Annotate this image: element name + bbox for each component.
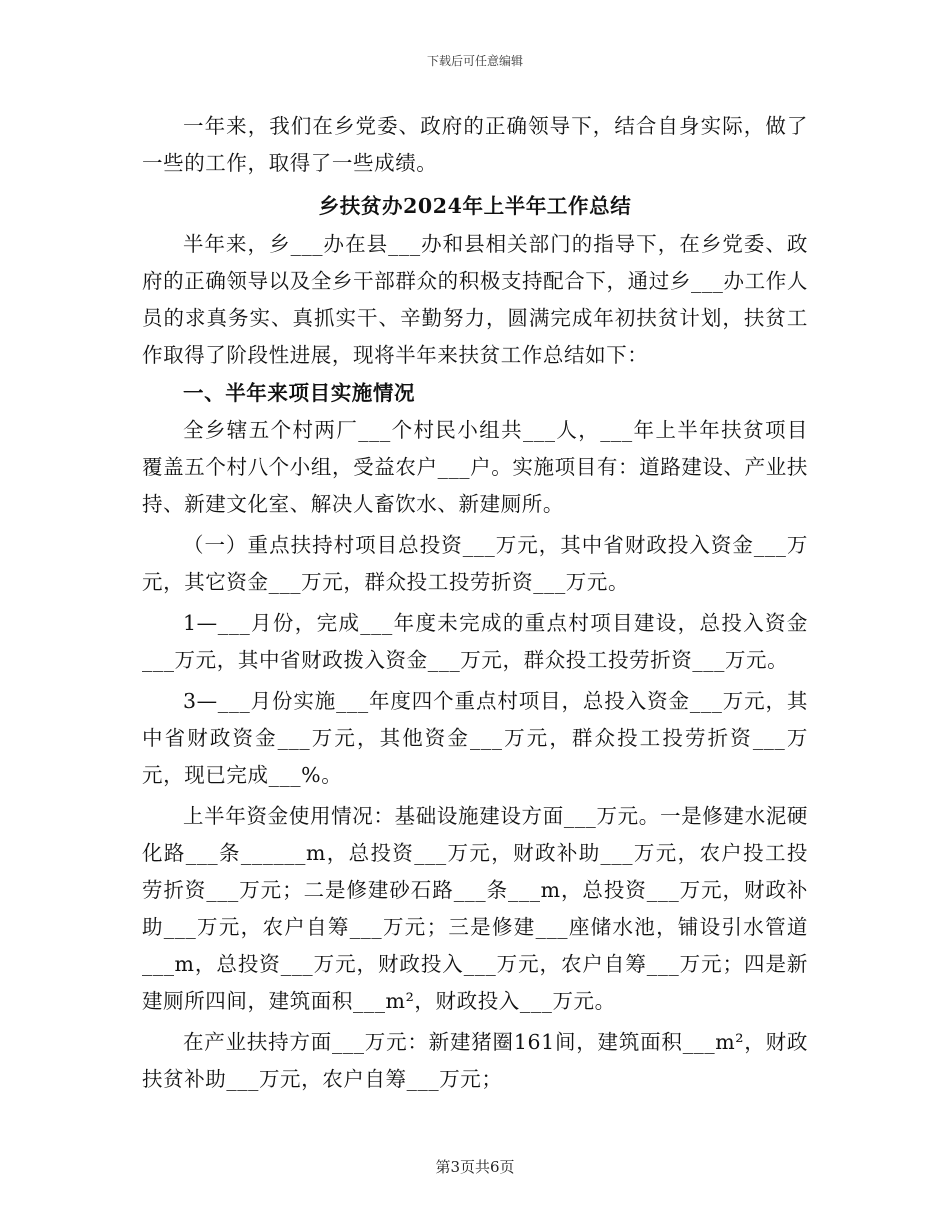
intro-paragraph: 一年来，我们在乡党委、政府的正确领导下，结合自身实际，做了一些的工作，取得了一些成绩。 xyxy=(142,114,808,175)
section-paragraph-key-villages: （一）重点扶持村项目总投资___万元，其中省财政投入资金___万元，其它资金___万元，群众投工投劳折资___万元。 xyxy=(142,533,808,594)
section-paragraph-mar-period: 3—___月份实施___年度四个重点村项目，总投入资金___万元，其中省财政资金___万元，其他资金___万元，群众投工投劳折资___万元，现已完成___%。 xyxy=(142,689,808,787)
page-number: 第3页共6页 xyxy=(435,1158,515,1176)
body-paragraph-summary: 半年来，乡___办在县___办和县相关部门的指导下，在乡党委、政府的正确领导以及全乡干部群众的积极支持配合下，通过乡___办工作人员的求真务实、真抓实干、辛勤努力，圆满完成年初扶贫计划，扶贫工作取得了阶段性进展，现将半年来扶贫工作总结如下： xyxy=(142,232,808,367)
section-paragraph-industry-support: 在产业扶持方面___万元：新建猪圈161间，建筑面积___m²，财政扶贫补助___万元，农户自筹___万元； xyxy=(142,1030,808,1091)
section-paragraph-fund-usage: 上半年资金使用情况：基础设施建设方面___万元。一是修建水泥硬化路___条______m，总投资___万元，财政补助___万元，农户投工投劳折资___万元；二是修建砂石路___条___m，总投资___万元，财政补助___万元，农户自筹___万元；三是修建___座储水池，铺设引水管道___m，总投资___万元，财政投入___万元，农户自筹___万元；四是新建厕所四间，建筑面积___m²，财政投入___万元。 xyxy=(142,804,808,1013)
document-body xyxy=(142,108,808,1098)
section-heading: 一、半年来项目实施情况 xyxy=(183,381,416,405)
document-title: 乡扶贫办2024年上半年工作总结 xyxy=(318,194,632,218)
section-paragraph-jan-period: 1—___月份，完成___年度未完成的重点村项目建设，总投入资金___万元，其中省财政拨入资金___万元，群众投工投劳折资___万元。 xyxy=(142,611,808,672)
page-header-note: 下载后可任意编辑 xyxy=(426,54,523,68)
section-paragraph-overview: 全乡辖五个村两厂___个村民小组共___人，___年上半年扶贫项目覆盖五个村八个小组，受益农户___户。实施项目有：道路建设、产业扶持、新建文化室、解决人畜饮水、新建厕所。 xyxy=(142,418,808,516)
